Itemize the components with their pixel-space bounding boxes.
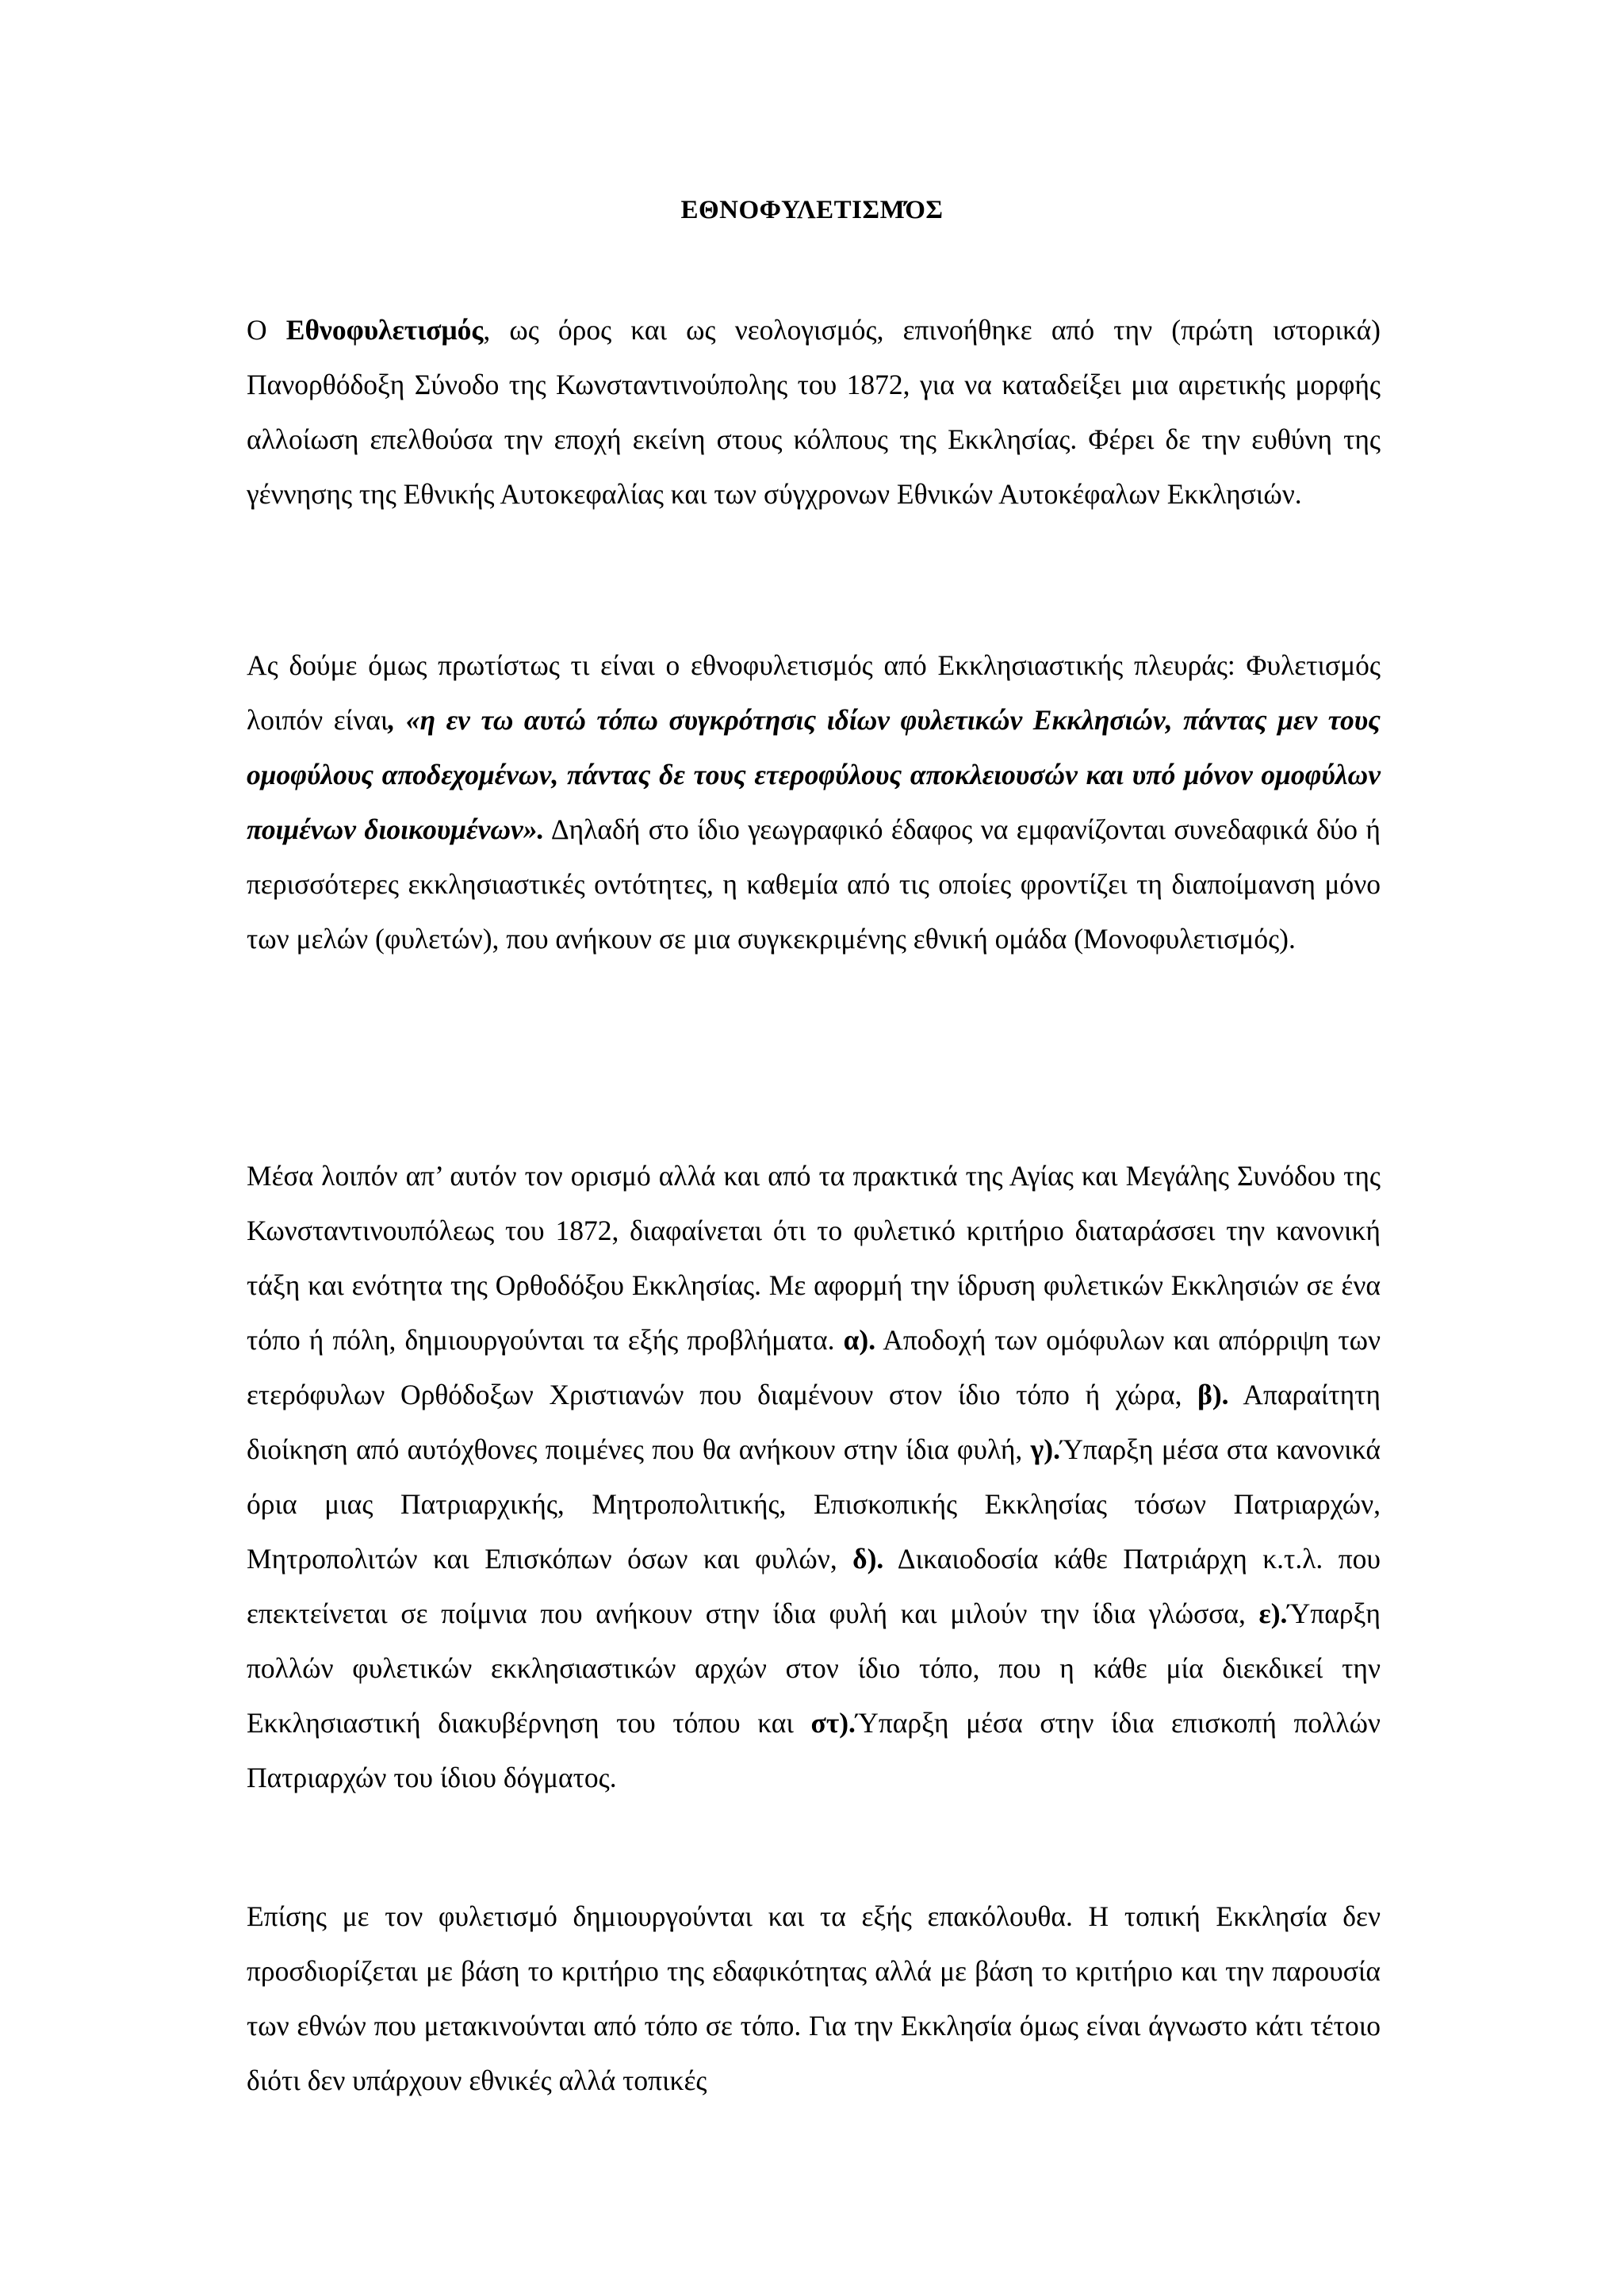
- synod-quote: , «η εν τω αυτώ τόπω συγκρότησις ιδίων φυλετικών Εκκλησιών, πάντας μεν τους ομοφύλους αποδεχομένων, πάντας δε τους ετεροφύλους αποκλειουσών και υπό μόνον ομοφύλων ποιμένων διοικουμένων».: [247, 704, 1381, 845]
- document-title: ΕΘΝΟΦΥΛΕΤΙΣΜΌΣ: [680, 196, 944, 224]
- list-text-f: Ύπαρξη μέσα στην ίδια επισκοπή πολλών Πατριαρχών του ίδιου δόγματος.: [247, 1707, 1381, 1793]
- list-marker-f: στ).: [810, 1707, 856, 1739]
- paragraph-3-intro: Μέσα λοιπόν απ’ αυτόν τον ορισμό αλλά και από τα πρακτικά της Αγίας και Μεγάλης Συνόδου της Κωνσταντινουπόλεως του 1872, διαφαίνεται ότι το φυλετικό κριτήριο διαταράσσει την κανονική τάξη και ενότητα της Ορθοδόξου Εκκλησίας. Με αφορμή την ίδρυση φυλετικών Εκκλησιών σε ένα τόπο ή πόλη, δημιουργούνται τα εξής προβλήματα.: [247, 1160, 1381, 1356]
- paragraph-definition: [247, 303, 1381, 522]
- paragraph-1-start: Ο: [247, 314, 286, 346]
- list-text-d: Δικαιοδοσία κάθε Πατριάρχη κ.τ.λ. που επεκτείνεται σε ποίμνια που ανήκουν στην ίδια φυλή και μιλούν την ίδια γλώσσα,: [247, 1543, 1381, 1629]
- list-marker-d: δ).: [852, 1543, 884, 1575]
- list-text-a: Αποδοχή των ομόφυλων και απόρριψη των ετερόφυλων Ορθόδοξων Χριστιανών που διαμένουν στον ίδιο τόπο ή χώρα,: [247, 1324, 1381, 1410]
- term-ethnophyletism: Εθνοφυλετισμός: [285, 314, 484, 346]
- list-marker-b: β).: [1197, 1379, 1229, 1410]
- list-text-e: Ύπαρξη πολλών φυλετικών εκκλησιαστικών αρχών στον ίδιο τόπο, που η κάθε μία διεκδικεί την Εκκλησιαστική διακυβέρνηση του τόπου και: [247, 1598, 1381, 1739]
- paragraph-1-rest: , ως όρος και ως νεολογισμός, επινοήθηκε από την (πρώτη ιστορικά) Πανορθόδοξη Σύνοδο της Κωνσταντινούπολης του 1872, για να καταδείξει μια αιρετικής μορφής αλλοίωση επελθούσα την εποχή εκείνη στους κόλπους της Εκκλησίας. Φέρει δε την ευθύνη της γέννησης της Εθνικής Αυτοκεφαλίας και των σύγχρονων Εθνικών Αυτοκέφαλων Εκκλησιών.: [247, 314, 1381, 510]
- list-marker-c: γ).: [1030, 1433, 1060, 1465]
- list-text-b: Απαραίτητη διοίκηση από αυτόχθονες ποιμένες που θα ανήκουν στην ίδια φυλή,: [247, 1379, 1381, 1465]
- paragraph-4-text: Επίσης με τον φυλετισμό δημιουργούνται και τα εξής επακόλουθα. Η τοπική Εκκλησία δεν προσδιορίζεται με βάση το κριτήριο της εδαφικότητας αλλά με βάση το κριτήριο και την παρουσία των εθνών που μετακινούνται από τόπο σε τόπο. Για την Εκκλησία όμως είναι άγνωστο κάτι τέτοιο διότι δεν υπάρχουν εθνικές αλλά τοπικές: [247, 1900, 1381, 2096]
- paragraph-problems-list: [247, 1149, 1381, 1805]
- list-marker-e: ε).: [1258, 1598, 1288, 1629]
- list-marker-a: α).: [843, 1324, 876, 1356]
- paragraph-2-intro: Ας δούμε όμως πρωτίστως τι είναι ο εθνοφυλετισμός από Εκκλησιαστικής πλευράς: Φυλετισμός λοιπόν είναι: [247, 649, 1381, 736]
- paragraph-2-rest: Δηλαδή στο ίδιο γεωγραφικό έδαφος να εμφανίζονται συνεδαφικά δύο ή περισσότερες εκκλησιαστικές οντότητες, η καθεμία από τις οποίες φροντίζει τη διαποίμανση μόνο των μελών (φυλετών), που ανήκουν σε μια συγκεκριμένης εθνική ομάδα (Μονοφυλετισμός).: [247, 813, 1381, 955]
- paragraph-phyletism-quote: [247, 638, 1381, 966]
- paragraph-consequences: [247, 1889, 1381, 2108]
- list-text-c: Ύπαρξη μέσα στα κανονικά όρια μιας Πατριαρχικής, Μητροπολιτικής, Επισκοπικής Εκκλησίας τόσων Πατριαρχών, Μητροπολιτών και Επισκόπων όσων και φυλών,: [247, 1433, 1381, 1575]
